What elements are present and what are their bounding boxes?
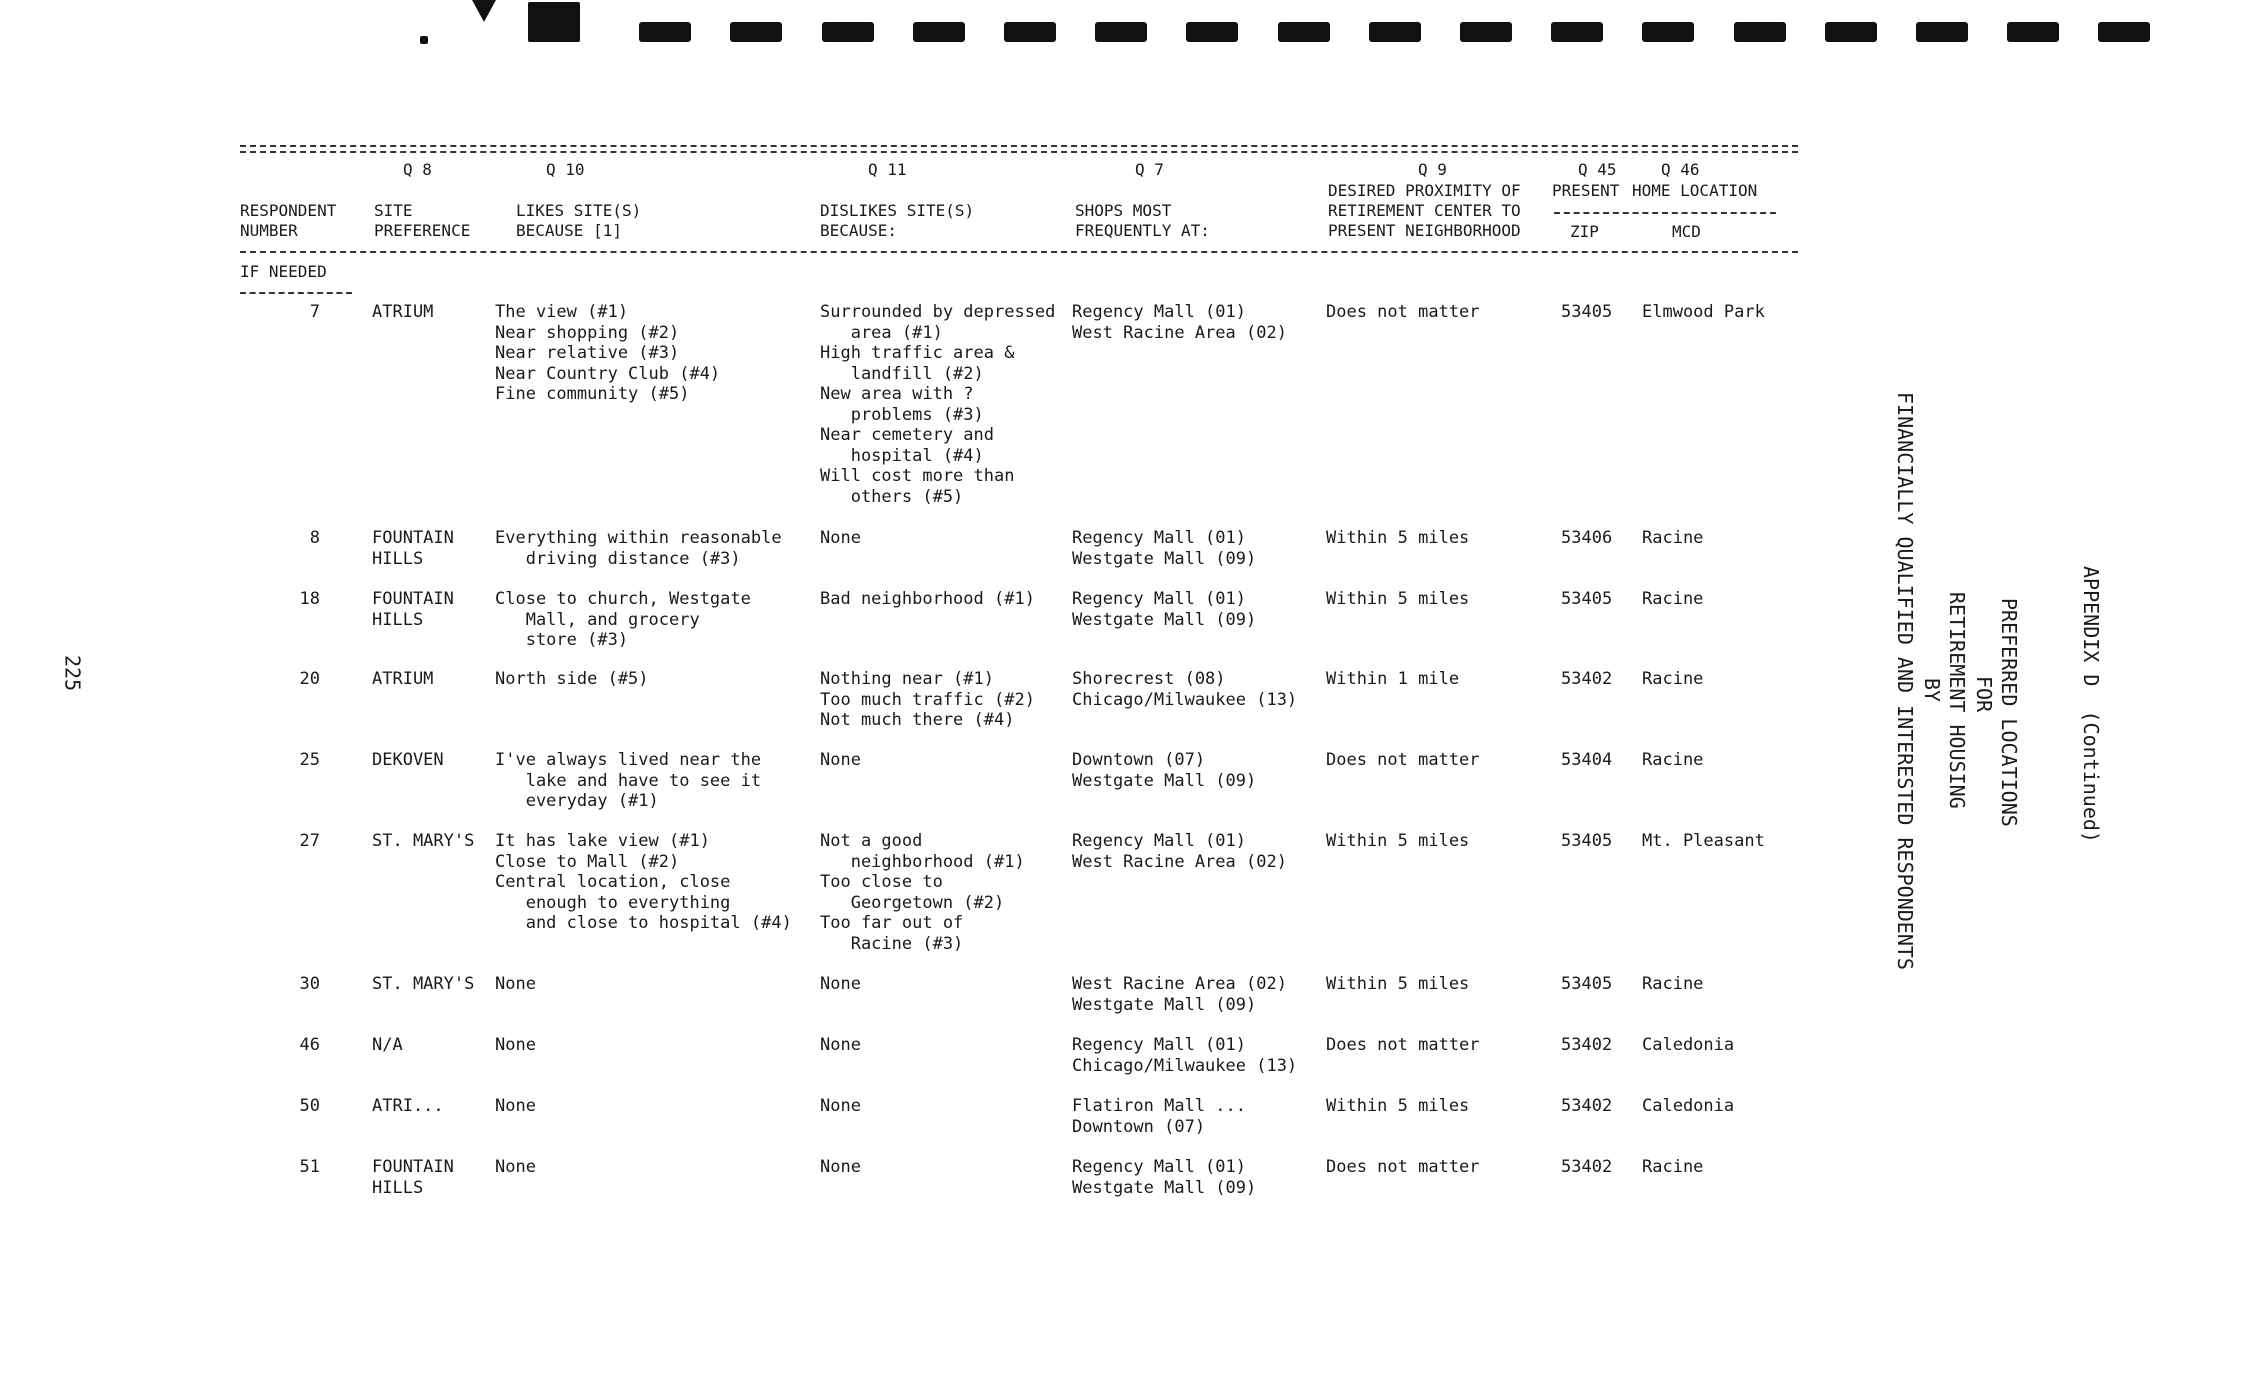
header-present: PRESENT <box>1552 181 1620 200</box>
header-q10: Q 10 <box>546 160 585 179</box>
header-desired-proximity: DESIRED PROXIMITY OF RETIREMENT CENTER TO PRESENT NEIGHBORHOOD <box>1328 181 1521 240</box>
cell-num: 8 <box>309 528 320 548</box>
punch-hole <box>730 22 782 42</box>
cell-site: DEKOVEN <box>372 750 444 770</box>
cell-shops: Regency Mall (01) Westgate Mall (09) <box>1072 1157 1257 1198</box>
punch-hole <box>1734 22 1786 42</box>
cell-site: ST. MARY'S <box>372 831 475 851</box>
cell-num: 51 <box>299 1157 320 1177</box>
cell-likes: None <box>495 1035 536 1055</box>
title-for: FOR <box>1972 676 1996 713</box>
cell-num: 30 <box>299 974 320 994</box>
header-home-location: HOME LOCATION <box>1632 181 1758 200</box>
cell-shops: Regency Mall (01) West Racine Area (02) <box>1072 831 1287 872</box>
cell-proximity: Within 5 miles <box>1326 974 1470 994</box>
header-zip: ZIP <box>1570 222 1599 241</box>
header-dislikes-site: DISLIKES SITE(S) BECAUSE: <box>820 201 975 240</box>
cell-dislikes: Bad neighborhood (#1) <box>820 589 1035 609</box>
cell-num: 27 <box>299 831 320 851</box>
cell-mcd: Racine <box>1642 669 1704 689</box>
punch-hole <box>822 22 874 42</box>
cell-site: ATRI... <box>372 1096 444 1116</box>
punch-hole <box>1916 22 1968 42</box>
cell-num: 25 <box>299 750 320 770</box>
punch-hole <box>1460 22 1512 42</box>
cell-zip: 53405 <box>1561 831 1613 851</box>
punch-hole <box>1278 22 1330 42</box>
cell-mcd: Racine <box>1642 528 1704 548</box>
punch-hole <box>2007 22 2059 42</box>
cell-mcd: Mt. Pleasant <box>1642 831 1765 851</box>
punch-hole <box>2098 22 2150 42</box>
cell-dislikes: None <box>820 1096 861 1116</box>
header-likes-site: LIKES SITE(S) BECAUSE [1] <box>516 201 642 240</box>
cell-shops: Flatiron Mall ... Downtown (07) <box>1072 1096 1246 1137</box>
cell-proximity: Does not matter <box>1326 1157 1480 1177</box>
cell-dislikes: None <box>820 1157 861 1177</box>
cell-shops: West Racine Area (02) Westgate Mall (09) <box>1072 974 1287 1015</box>
cell-zip: 53406 <box>1561 528 1613 548</box>
header-respondent-number: RESPONDENT NUMBER <box>240 201 337 240</box>
cell-site: N/A <box>372 1035 403 1055</box>
punch-hole <box>1825 22 1877 42</box>
cell-zip: 53405 <box>1561 302 1613 322</box>
cell-likes: North side (#5) <box>495 669 649 689</box>
cell-dislikes: Surrounded by depressed area (#1) High traffic area & landfill (#2) New area with ? problems (#3) Near cemetery and hospital (#4) Will cost more than others (#5) <box>820 302 1056 507</box>
punch-hole <box>1369 22 1421 42</box>
cell-site: FOUNTAIN HILLS <box>372 528 454 569</box>
cell-num: 20 <box>299 669 320 689</box>
cell-zip: 53402 <box>1561 1035 1613 1055</box>
header-site-preference: SITE PREFERENCE <box>374 201 471 240</box>
header-q9: Q 9 <box>1418 160 1447 179</box>
header-shops-most: SHOPS MOST FREQUENTLY AT: <box>1075 201 1210 240</box>
cell-site: ATRIUM <box>372 669 434 689</box>
cell-shops: Shorecrest (08) Chicago/Milwaukee (13) <box>1072 669 1298 710</box>
binder-dot <box>420 36 428 44</box>
cell-likes: Everything within reasonable driving distance (#3) <box>495 528 782 569</box>
cell-num: 7 <box>309 302 320 322</box>
cell-proximity: Within 5 miles <box>1326 528 1470 548</box>
punch-hole <box>1004 22 1056 42</box>
cell-dislikes: None <box>820 750 861 770</box>
cell-likes: Close to church, Westgate Mall, and grocery store (#3) <box>495 589 751 650</box>
cell-mcd: Racine <box>1642 589 1704 609</box>
cell-proximity: Does not matter <box>1326 302 1480 322</box>
cell-shops: Regency Mall (01) Chicago/Milwaukee (13) <box>1072 1035 1298 1076</box>
cell-num: 50 <box>299 1096 320 1116</box>
punch-hole <box>1642 22 1694 42</box>
cell-site: ATRIUM <box>372 302 434 322</box>
cell-site: ST. MARY'S <box>372 974 475 994</box>
cell-proximity: Within 5 miles <box>1326 831 1470 851</box>
cell-proximity: Within 5 miles <box>1326 1096 1470 1116</box>
header-q8: Q 8 <box>403 160 432 179</box>
cell-zip: 53404 <box>1561 750 1613 770</box>
cell-zip: 53402 <box>1561 1096 1613 1116</box>
cell-mcd: Elmwood Park <box>1642 302 1765 322</box>
cell-shops: Regency Mall (01) Westgate Mall (09) <box>1072 589 1257 630</box>
punch-hole <box>639 22 691 42</box>
title-respondents: FINANCIALLY QUALIFIED AND INTERESTED RESPONDENTS <box>1893 392 1917 970</box>
header-q11: Q 11 <box>868 160 907 179</box>
cell-mcd: Caledonia <box>1642 1035 1735 1055</box>
header-q45: Q 45 <box>1578 160 1617 179</box>
title-preferred-locations: PREFERRED LOCATIONS <box>1997 598 2021 827</box>
punch-hole <box>528 2 580 42</box>
cell-likes: It has lake view (#1) Close to Mall (#2) Central location, close enough to everything and close to hospital (#4) <box>495 831 792 933</box>
page-number: 225 <box>60 655 85 692</box>
cell-num: 18 <box>299 589 320 609</box>
header-bottom-rule <box>240 251 1798 253</box>
cell-likes: None <box>495 1096 536 1116</box>
cell-likes: None <box>495 974 536 994</box>
cell-zip: 53405 <box>1561 974 1613 994</box>
cell-dislikes: Nothing near (#1) Too much traffic (#2) Not much there (#4) <box>820 669 1035 730</box>
cell-dislikes: None <box>820 528 861 548</box>
title-appendix: APPENDIX D (Continued) <box>2079 566 2103 843</box>
cell-zip: 53402 <box>1561 669 1613 689</box>
binder-notch <box>472 0 496 22</box>
q46-header-rule <box>1554 212 1776 214</box>
cell-dislikes: None <box>820 974 861 994</box>
cell-dislikes: None <box>820 1035 861 1055</box>
cell-proximity: Does not matter <box>1326 1035 1480 1055</box>
punch-hole <box>1551 22 1603 42</box>
punch-hole <box>1186 22 1238 42</box>
cell-site: FOUNTAIN HILLS <box>372 1157 454 1198</box>
punch-hole <box>913 22 965 42</box>
cell-dislikes: Not a good neighborhood (#1) Too close to Georgetown (#2) Too far out of Racine (#3) <box>820 831 1025 954</box>
cell-likes: None <box>495 1157 536 1177</box>
cell-proximity: Does not matter <box>1326 750 1480 770</box>
cell-shops: Downtown (07) Westgate Mall (09) <box>1072 750 1257 791</box>
if-needed-rule <box>240 292 352 294</box>
cell-zip: 53402 <box>1561 1157 1613 1177</box>
cell-proximity: Within 1 mile <box>1326 669 1460 689</box>
cell-shops: Regency Mall (01) Westgate Mall (09) <box>1072 528 1257 569</box>
cell-likes: I've always lived near the lake and have to see it everyday (#1) <box>495 750 762 811</box>
title-by: BY <box>1920 678 1944 703</box>
cell-zip: 53405 <box>1561 589 1613 609</box>
cell-num: 46 <box>299 1035 320 1055</box>
cell-mcd: Caledonia <box>1642 1096 1735 1116</box>
if-needed-label: IF NEEDED <box>240 262 327 281</box>
header-q46: Q 46 <box>1661 160 1700 179</box>
header-q7: Q 7 <box>1135 160 1164 179</box>
top-double-rule <box>240 145 1798 153</box>
cell-shops: Regency Mall (01) West Racine Area (02) <box>1072 302 1287 343</box>
cell-likes: The view (#1) Near shopping (#2) Near relative (#3) Near Country Club (#4) Fine community (#5) <box>495 302 721 404</box>
cell-mcd: Racine <box>1642 974 1704 994</box>
cell-proximity: Within 5 miles <box>1326 589 1470 609</box>
title-retirement-housing: RETIREMENT HOUSING <box>1945 592 1969 809</box>
header-mcd: MCD <box>1672 222 1701 241</box>
cell-mcd: Racine <box>1642 1157 1704 1177</box>
cell-site: FOUNTAIN HILLS <box>372 589 454 630</box>
punch-hole <box>1095 22 1147 42</box>
cell-mcd: Racine <box>1642 750 1704 770</box>
punch-hole-strip <box>548 22 2228 42</box>
